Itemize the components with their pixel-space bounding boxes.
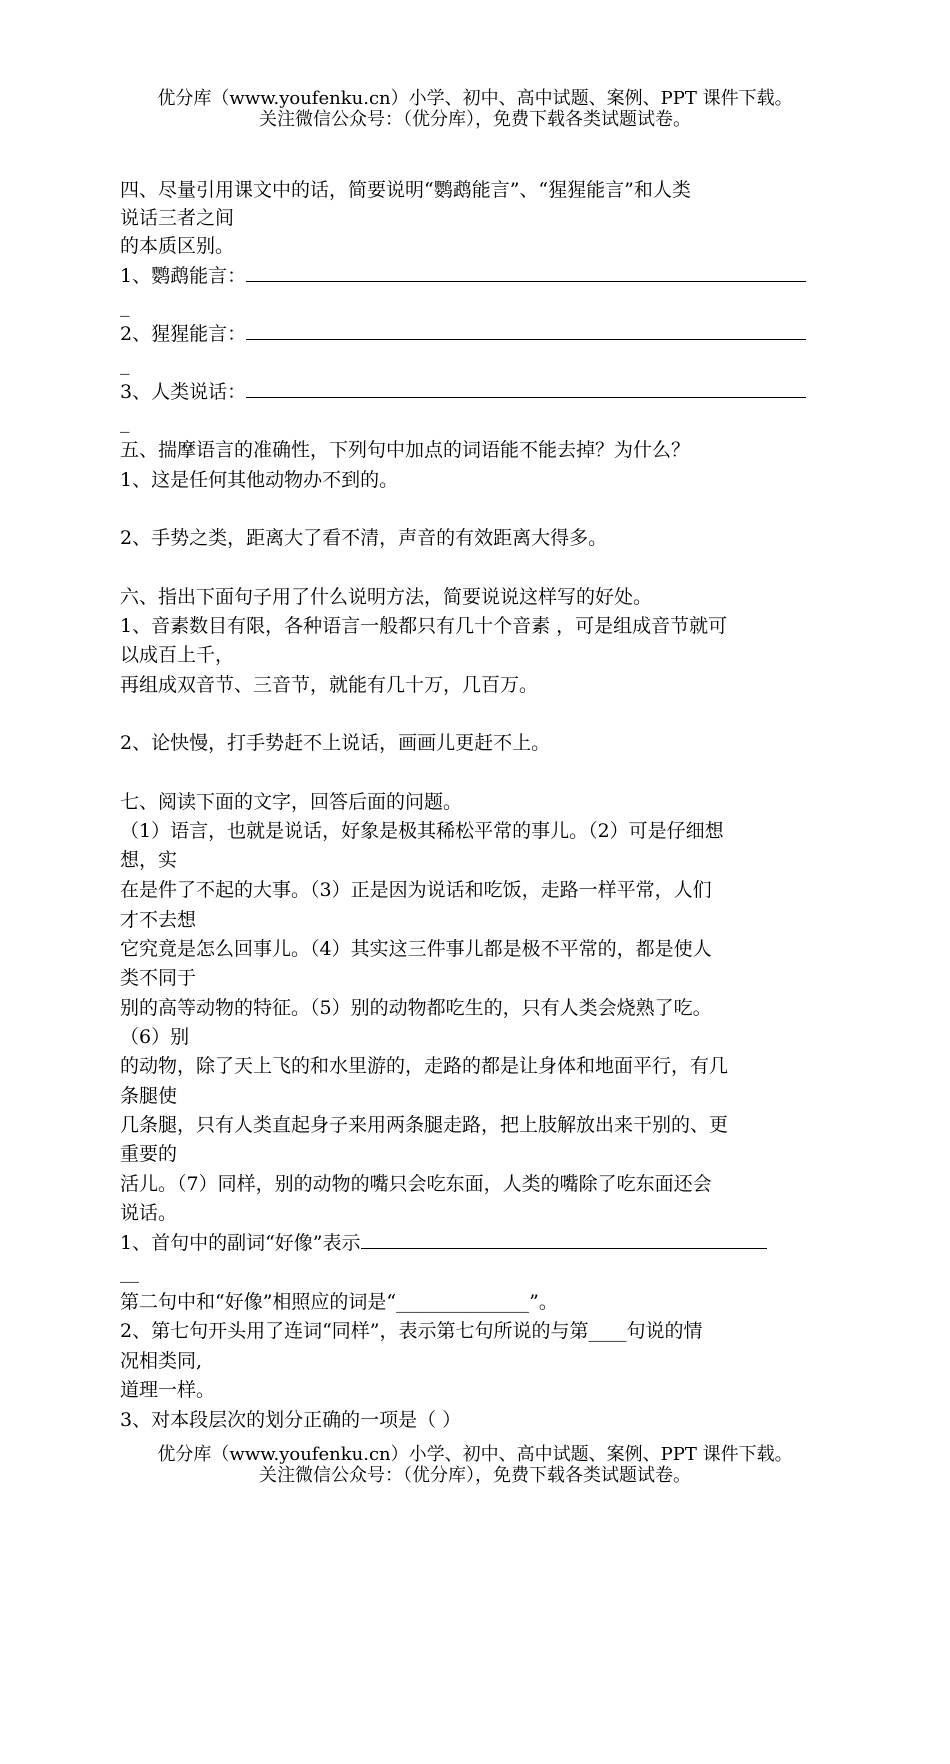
answer-blank-tail: __ [120,1261,139,1283]
section7-question-2-line3: 道理一样。 [120,1379,216,1401]
section6-question-1-line3: 再组成双音节、三音节，就能有几十万，几百万。 [120,674,539,696]
header-line-2: 关注微信公众号：（优分库），免费下载各类试题试卷。 [259,109,691,130]
header-line-1: 优分库（www.youfenku.cn）小学、初中、高中试题、案例、PPT 课件下载。 [157,88,793,109]
answer-blank[interactable]: ______________ [396,1291,530,1313]
section7-question-1 [120,1231,830,1255]
question-label: 3、人类说话： [120,381,247,403]
question-label-end: ”。 [529,1291,558,1313]
footer-line-2: 关注微信公众号：（优分库），免费下载各类试题试卷。 [259,1465,691,1486]
passage-line: 它究竟是怎么回事儿。（4）其实这三件事儿都是极不平常的，都是使人 [120,938,712,960]
passage-line: 别的高等动物的特征。（5）别的动物都吃生的，只有人类会烧熟了吃。 [120,997,712,1019]
section5-question-1: 1、这是任何其他动物办不到的。 [120,469,399,491]
passage-line: 的动物，除了天上飞的和水里游的，走路的都是让身体和地面平行，有几 [120,1055,729,1077]
page-header [0,88,950,130]
passage-line: （1）语言，也就是说话，好象是极其稀松平常的事儿。（2）可是仔细想 [120,820,724,842]
section7-question-1b [120,1290,830,1314]
answer-blank[interactable] [246,396,806,398]
section6-question-1-line2: 以成百上千， [120,644,235,666]
passage-line: 类不同于 [120,967,197,989]
section6-title: 六、指出下面句子用了什么说明方法，简要说说这样写的好处。 [120,586,653,608]
question-label: 2、猩猩能言： [120,323,247,345]
question-label: 2、第七句开头用了连词“同样”，表示第七句所说的与第 [120,1320,589,1342]
passage-line: 才不去想 [120,909,197,931]
answer-blank-tail: _ [120,295,130,317]
passage-line: 几条腿，只有人类直起身子来用两条腿走路，把上肢解放出来干别的、更 [120,1114,729,1136]
passage-line: 想，实 [120,849,178,871]
section7-question-3: 3、对本段层次的划分正确的一项是（ ） [120,1409,462,1431]
page-footer [0,1444,950,1486]
section4-question-3 [120,380,830,404]
section4-title-line2: 说话三者之间 [120,207,235,229]
passage-line: 活儿。（7）同样，别的动物的嘴只会吃东面，人类的嘴除了吃东面还会 [120,1173,712,1195]
answer-blank-tail: _ [120,353,130,375]
question-label: 第二句中和“好像”相照应的词是“ [120,1291,397,1313]
question-label: 1、鹦鹉能言： [120,265,247,287]
section5-question-2: 2、手势之类，距离大了看不清，声音的有效距离大得多。 [120,527,608,549]
answer-blank[interactable] [246,280,806,282]
section7-title: 七、阅读下面的文字，回答后面的问题。 [120,791,463,813]
section4-question-2 [120,322,830,346]
passage-line: 条腿使 [120,1085,178,1107]
section7-question-2 [120,1319,830,1343]
passage-line: 重要的 [120,1143,178,1165]
answer-blank[interactable] [361,1247,767,1249]
answer-blank-tail: _ [120,411,130,433]
passage-line: 说话。 [120,1202,178,1224]
section5-title: 五、揣摩语言的准确性，下列句中加点的词语能不能去掉？为什么？ [120,439,691,461]
question-label-end: 句说的情 [626,1320,703,1342]
section6-question-1-line1: 1、音素数目有限，各种语言一般都只有几十个音素 ，可是组成音节就可 [120,615,728,637]
answer-blank[interactable]: ____ [588,1320,627,1342]
footer-line-1: 优分库（www.youfenku.cn）小学、初中、高中试题、案例、PPT 课件下载。 [157,1444,793,1465]
question-label: 1、首句中的副词“好像”表示 [120,1232,361,1254]
passage-line: （6）别 [120,1026,190,1048]
section4-title-line1: 四、尽量引用课文中的话，简要说明“鹦鹉能言”、“猩猩能言”和人类 [120,179,691,201]
answer-blank[interactable] [246,338,806,340]
section7-question-2-line2: 况相类同, [120,1350,203,1372]
section4-question-1 [120,264,830,288]
passage-line: 在是件了不起的大事。（3）正是因为说话和吃饭，走路一样平常，人们 [120,879,712,901]
section4-title-line3: 的本质区别。 [120,235,235,257]
section6-question-2: 2、论快慢，打手势赶不上说话，画画儿更赶不上。 [120,732,551,754]
